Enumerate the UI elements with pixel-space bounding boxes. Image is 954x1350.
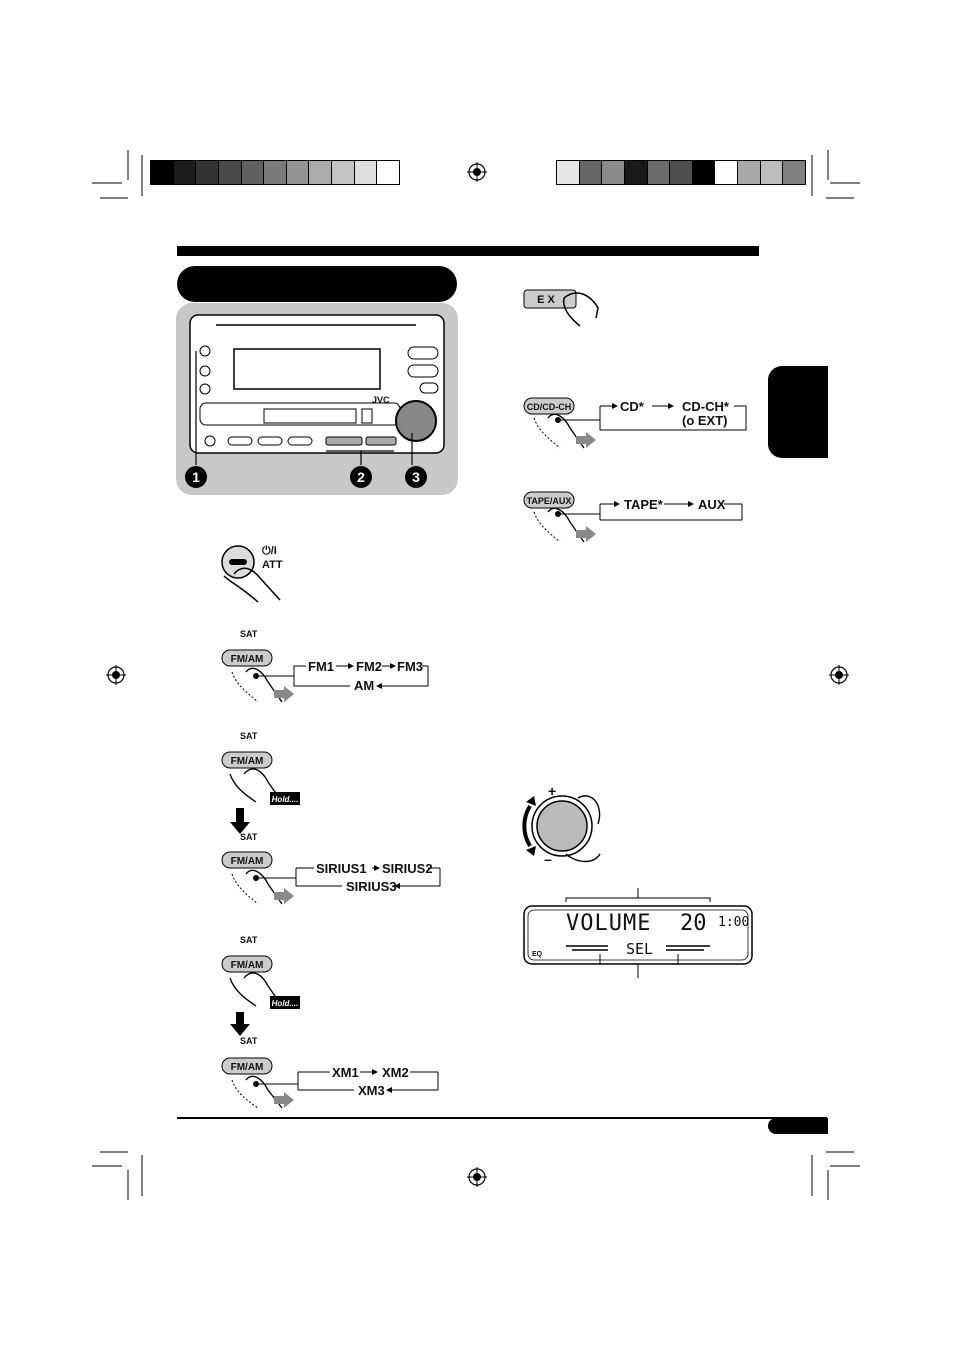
registration-mark-left-icon bbox=[106, 665, 126, 685]
fm-return-step: AM bbox=[354, 678, 375, 693]
tape-button-label: TAPE/AUX bbox=[526, 496, 572, 506]
fm-step-1: FM1 bbox=[308, 659, 334, 674]
registration-mark-top-icon bbox=[467, 162, 487, 182]
volume-knob-illustration bbox=[518, 784, 618, 874]
side-language-tab bbox=[768, 366, 828, 458]
xm-sequence bbox=[222, 934, 462, 1114]
sirius-button-label-2: FM/AM bbox=[230, 856, 264, 867]
header-rule bbox=[177, 246, 759, 256]
lcd-clock: 1:00 bbox=[718, 915, 750, 930]
cd-sequence bbox=[524, 396, 754, 456]
cd-step-2: CD-CH* bbox=[682, 399, 729, 414]
xm-button-label-1: FM/AM bbox=[230, 960, 264, 971]
tape-step-1: TAPE* bbox=[624, 497, 663, 512]
sirius-step-1: SIRIUS1 bbox=[316, 861, 367, 876]
cd-step-1: CD* bbox=[620, 399, 644, 414]
xm-step-2: XM2 bbox=[382, 1065, 409, 1080]
sirius-return-step: SIRIUS3 bbox=[346, 879, 397, 894]
sirius-sequence bbox=[222, 730, 462, 910]
fm-am-sequence bbox=[222, 628, 442, 708]
power-button-illustration bbox=[220, 538, 310, 608]
ex-button-illustration bbox=[524, 288, 614, 338]
sirius-hold-label: Hold.... bbox=[271, 795, 299, 804]
registration-mark-right-icon bbox=[829, 665, 849, 685]
faceplate-brand: JVC bbox=[372, 395, 390, 405]
ex-button-label: E X bbox=[537, 294, 555, 306]
fm-sat-label: SAT bbox=[240, 629, 258, 639]
fm-step-3: FM3 bbox=[397, 659, 423, 674]
faceplate-illustration bbox=[176, 303, 458, 495]
cd-button-label: CD/CD-CH bbox=[526, 402, 572, 412]
power-symbol: ⏻/I bbox=[262, 545, 277, 557]
xm-hold-label: Hold.... bbox=[271, 999, 299, 1008]
att-label: ATT bbox=[262, 559, 283, 571]
lcd-main-text: VOLUME bbox=[566, 911, 652, 936]
xm-return-step: XM3 bbox=[358, 1083, 385, 1098]
page-number-pill bbox=[768, 1118, 828, 1134]
cd-step-2-sub: (o EXT) bbox=[682, 413, 728, 428]
volume-plus-label: + bbox=[548, 783, 557, 799]
xm-sat-label-2: SAT bbox=[240, 1036, 258, 1046]
sirius-step-2: SIRIUS2 bbox=[382, 861, 433, 876]
volume-minus-label: – bbox=[544, 851, 552, 867]
tape-sequence bbox=[524, 490, 754, 550]
xm-step-1: XM1 bbox=[332, 1065, 359, 1080]
tape-step-2: AUX bbox=[698, 497, 726, 512]
lcd-eq-label: EQ bbox=[532, 951, 543, 958]
xm-sat-label-1: SAT bbox=[240, 935, 258, 945]
sirius-sat-label-1: SAT bbox=[240, 731, 258, 741]
lcd-value: 20 bbox=[680, 911, 707, 936]
callout-3: 3 bbox=[412, 469, 420, 485]
section-title-pill bbox=[177, 266, 457, 302]
lcd-sub-text: SEL bbox=[626, 940, 654, 958]
sirius-button-label-1: FM/AM bbox=[230, 756, 264, 767]
callout-2: 2 bbox=[357, 469, 365, 485]
fm-step-2: FM2 bbox=[356, 659, 382, 674]
callout-1: 1 bbox=[192, 469, 200, 485]
xm-button-label-2: FM/AM bbox=[230, 1062, 264, 1073]
fm-button-label: FM/AM bbox=[230, 654, 264, 665]
lcd-display bbox=[522, 888, 754, 980]
sirius-sat-label-2: SAT bbox=[240, 832, 258, 842]
registration-mark-bottom-icon bbox=[467, 1167, 487, 1187]
footer-rule bbox=[177, 1117, 827, 1119]
